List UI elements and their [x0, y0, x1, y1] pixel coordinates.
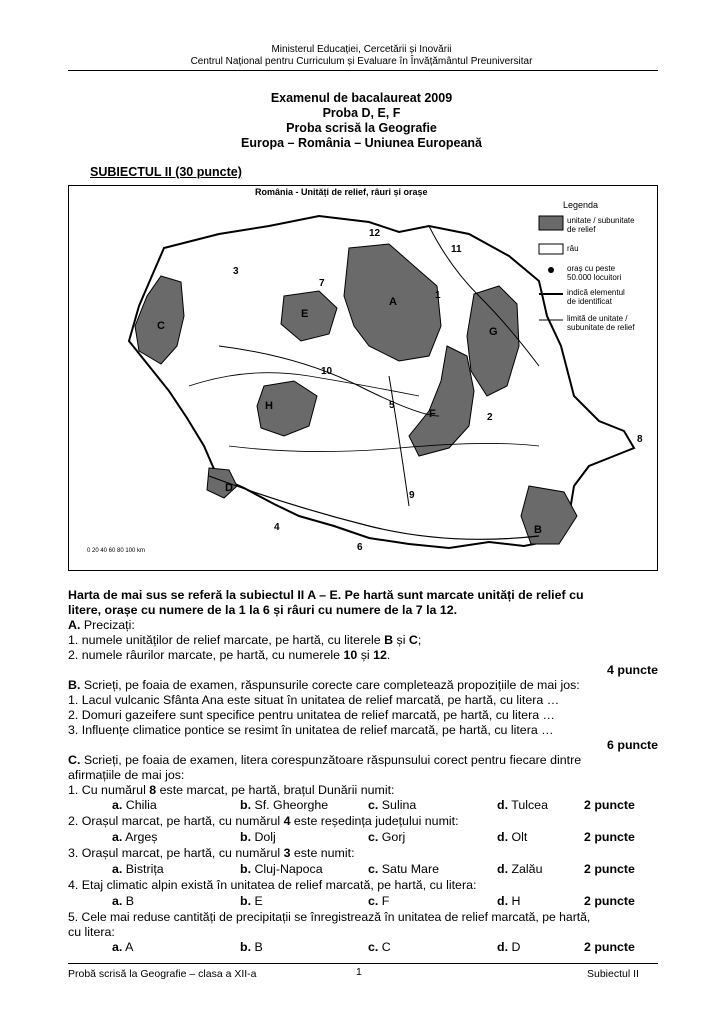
q3-option-b: b. Cluj-Napoca — [240, 862, 323, 876]
exam-proba: Proba D, E, F — [322, 106, 401, 120]
footer-right: Subiectul II — [587, 968, 639, 980]
question-5-cont: cu litera: — [68, 925, 115, 939]
footer-left: Probă scrisă la Geografie – clasa a XII-a — [68, 968, 257, 980]
question-2: 2. Orașul marcat, pe hartă, cu numărul 4 este reședința județului numit: — [68, 814, 459, 828]
section-a-heading: A. Precizați: — [68, 618, 135, 632]
map-number-8: 8 — [637, 434, 643, 445]
q3-option-a: a. Bistrița — [112, 862, 164, 876]
map-number-7: 7 — [319, 278, 325, 289]
map-letter-d: D — [225, 482, 233, 494]
section-c-heading: C. Scrieți, pe foaia de examen, litera corespunzătoare răspunsului corect pentru fiecare dintre — [68, 753, 582, 767]
map-number-6: 6 — [357, 542, 363, 553]
exam-topic: Europa – România – Uniunea Europeană — [240, 136, 483, 150]
q3-points: 2 puncte — [584, 862, 635, 876]
q3-option-c: c. Satu Mare — [368, 862, 439, 876]
q3-option-d: d. Zalău — [497, 862, 543, 876]
map-number-10: 10 — [321, 366, 333, 377]
q2-option-c: c. Gorj — [368, 830, 406, 844]
q2-option-b: b. Dolj — [240, 830, 276, 844]
map-number-4: 4 — [274, 522, 280, 533]
q4-points: 2 puncte — [584, 894, 635, 908]
map-number-9: 9 — [409, 490, 415, 501]
section-a-points: 4 puncte — [607, 663, 658, 677]
q5-option-c: c. C — [368, 940, 391, 954]
legend-relief: unitate / subunitate de relief — [567, 216, 635, 234]
intro-line-2: litere, orașe cu numere de la 1 la 6 și râuri cu numere de la 7 la 12. — [68, 603, 458, 617]
map-letter-f: F — [429, 408, 436, 420]
q1-option-c: c. Sulina — [368, 798, 417, 812]
q2-points: 2 puncte — [584, 830, 635, 844]
map-number-2: 2 — [487, 412, 493, 423]
page-number: 1 — [356, 966, 362, 978]
map-number-5: 5 — [389, 400, 395, 411]
legend-title: Legenda — [563, 200, 599, 210]
map-scale: 0 20 40 60 80 100 km — [87, 548, 146, 554]
section-a-item-1: 1. numele unităților de relief marcate, pe hartă, cu literele B și C; — [68, 633, 422, 647]
section-b-heading: B. Scrieți, pe foaia de examen, răspunsurile corecte care completează propozițiile de mai jos: — [68, 678, 580, 692]
exam-subject: Proba scrisă la Geografie — [286, 121, 437, 135]
question-5: 5. Cele mai reduse cantități de precipitații se înregistrează în unitatea de relief marcată, pe hartă, — [68, 910, 591, 924]
map-letter-e: E — [301, 308, 309, 320]
map-letter-c: C — [157, 320, 165, 332]
q5-points: 2 puncte — [584, 940, 635, 954]
question-1: 1. Cu numărul 8 este marcat, pe hartă, brațul Dunării numit: — [68, 783, 395, 797]
section-b-item-3: 3. Influențe climatice pontice se resimt în unitatea de relief marcată, pe hartă, cu litera … — [68, 723, 554, 737]
q4-option-b: b. E — [240, 894, 263, 908]
ministry-header: Ministerul Educației, Cercetării și Inovării — [271, 44, 452, 55]
map-letter-b: B — [534, 524, 542, 536]
map-number-11: 11 — [451, 244, 462, 255]
section-b-points: 6 puncte — [607, 738, 658, 752]
section-b-item-2: 2. Domuri gazeifere sunt specifice pentru unitatea de relief marcată, pe hartă, cu litera … — [68, 708, 555, 722]
romania-relief-map — [68, 185, 658, 571]
footer-rule — [68, 963, 658, 964]
q1-option-b: b. Sf. Gheorghe — [240, 798, 329, 812]
question-3: 3. Orașul marcat, pe hartă, cu numărul 3 este numit: — [68, 846, 355, 860]
map-number-12: 12 — [369, 228, 381, 239]
q4-option-a: a. B — [112, 894, 135, 908]
q4-option-c: c. F — [368, 894, 390, 908]
section-b-item-1: 1. Lacul vulcanic Sfânta Ana este situat în unitatea de relief marcată, pe hartă, cu litera … — [68, 693, 560, 707]
map-number-1: 1 — [435, 290, 441, 301]
q5-option-b: b. B — [240, 940, 263, 954]
section-c-heading-cont: afirmațiile de mai jos: — [68, 768, 185, 782]
map-letter-g: G — [489, 326, 498, 338]
map-title: România - Unități de relief, râuri și orașe — [255, 187, 428, 197]
q2-option-a: a. Argeș — [112, 830, 158, 844]
map-number-3: 3 — [233, 266, 239, 277]
q2-option-d: d. Olt — [497, 830, 528, 844]
q1-option-d: d. Tulcea — [497, 798, 548, 812]
map-letter-a: A — [389, 296, 397, 308]
intro-line-1: Harta de mai sus se referă la subiectul II A – E. Pe hartă sunt marcate unități de relief cu — [68, 588, 584, 602]
legend-arrow: indică elementul de identificat — [567, 288, 625, 306]
center-header: Centrul Național pentru Curriculum și Evaluare în Învățământul Preuniversitar — [190, 56, 533, 67]
q1-option-a: a. Chilia — [112, 798, 157, 812]
subject-heading: SUBIECTUL II (30 puncte) — [90, 165, 242, 179]
legend-city: oraș cu peste 50.000 locuitori — [567, 264, 622, 282]
legend-river: râu — [567, 244, 579, 253]
exam-title: Examenul de bacalaureat 2009 — [270, 91, 453, 105]
q5-option-a: a. A — [112, 940, 134, 954]
question-4: 4. Etaj climatic alpin există în unitatea de relief marcată, pe hartă, cu litera: — [68, 878, 477, 892]
section-a-item-2: 2. numele râurilor marcate, pe hartă, cu numerele 10 și 12. — [68, 648, 391, 662]
map-letter-h: H — [265, 400, 273, 412]
header-rule — [68, 70, 658, 71]
q4-option-d: d. H — [497, 894, 521, 908]
q5-option-d: d. D — [497, 940, 521, 954]
q1-points: 2 puncte — [584, 798, 635, 812]
legend-limit: limită de unitate / subunitate de relief — [567, 314, 635, 332]
